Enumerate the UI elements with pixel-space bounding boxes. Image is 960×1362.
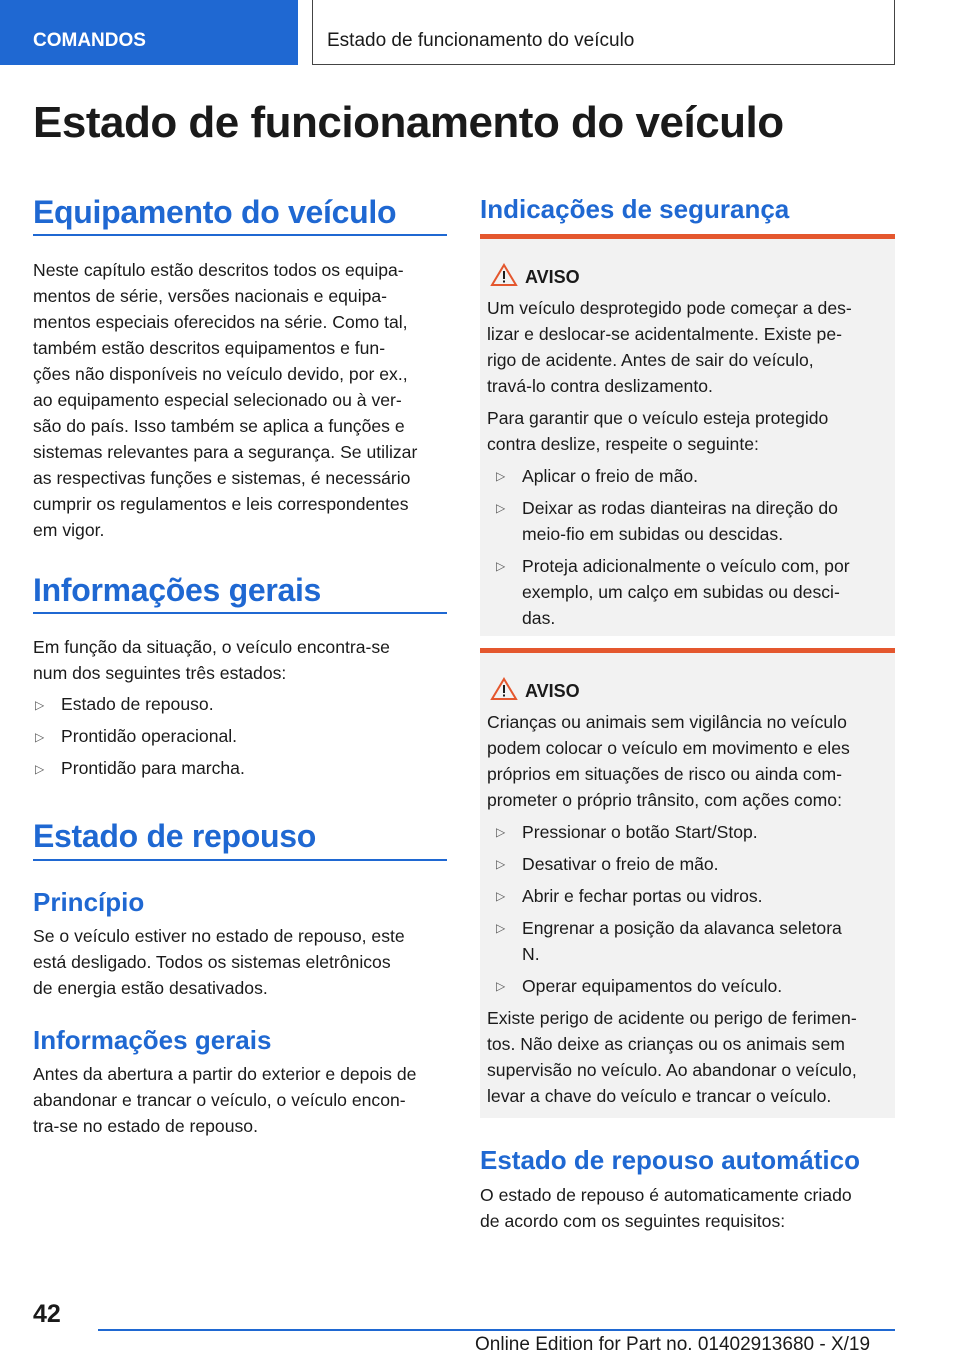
- heading-estado-de-repouso-automatico: Estado de repouso automático: [480, 1145, 860, 1175]
- principio-paragraph: Se o veículo estiver no estado de repouso, este está desligado. Todos os sistemas eletrônicos de energia estão desativados.: [33, 926, 405, 998]
- heading-equipamento: Equipamento do veículo: [33, 194, 397, 230]
- triangle-bullet-icon: ▷: [35, 698, 45, 712]
- triangle-bullet-icon: ▷: [496, 469, 506, 483]
- subheading-informacoes-gerais: Informações gerais: [33, 1025, 272, 1055]
- footer-rule: [98, 1329, 895, 1331]
- running-title: Estado de funcionamento do veículo: [327, 30, 635, 51]
- warning-text: Um veículo desprotegido pode começar a des- lizar e deslocar-se acidentalmente. Existe pe- rigo de acidente. Antes de sair do veículo, travá-lo contra deslizamento.: [487, 298, 852, 396]
- triangle-bullet-icon: ▷: [35, 762, 45, 776]
- heading-rule: [33, 859, 447, 861]
- warning-text: Crianças ou animais sem vigilância no veículo podem colocar o veículo em movimento e eles próprios em situações de risco ou ainda com- prometer o próprio trânsito, com ações como:: [487, 712, 850, 810]
- repouso-info-paragraph: Antes da abertura a partir do exterior e depois de abandonar e trancar o veículo, o veículo encon- tra-se no estado de repouso.: [33, 1064, 417, 1136]
- triangle-bullet-icon: ▷: [496, 825, 506, 839]
- triangle-bullet-icon: ▷: [35, 730, 45, 744]
- section-tab: COMANDOS: [0, 0, 298, 65]
- warning-text: Para garantir que o veículo esteja protegido contra deslize, respeite o seguinte:: [487, 408, 829, 454]
- page-title: Estado de funcionamento do veículo: [33, 98, 784, 147]
- info-paragraph: Em função da situação, o veículo encontra-se num dos seguintes três estados:: [33, 637, 390, 683]
- warning-triangle-icon: [490, 677, 518, 701]
- warning-triangle-icon: [490, 263, 518, 287]
- warning-box: AVISO Um veículo desprotegido pode começar a des- lizar e deslocar-se acidentalmente. Existe pe- rigo de acidente. Antes de sair do veículo, travá-lo contra deslizamento. Para garantir que o veículo esteja protegido contra deslize, respeite o seguinte: ▷ Aplicar o freio de mão. ▷ Deixar as rodas dianteiras na direção do meio-fio em subidas ou descidas. ▷ Proteja adicionalmente o veículo com, por exemplo, um calço em subidas ou desci- das.: [480, 234, 895, 636]
- warning-label: AVISO: [525, 681, 580, 701]
- warning-label: AVISO: [525, 267, 580, 287]
- auto-paragraph: O estado de repouso é automaticamente criado de acordo com os seguintes requisitos:: [480, 1185, 852, 1231]
- triangle-bullet-icon: ▷: [496, 979, 506, 993]
- triangle-bullet-icon: ▷: [496, 501, 506, 515]
- heading-rule: [33, 612, 447, 614]
- warning-box: AVISO Crianças ou animais sem vigilância no veículo podem colocar o veículo em movimento e eles próprios em situações de risco ou ainda com- prometer o próprio trânsito, com ações como: ▷ Pressionar o botão Start/Stop. ▷ Desativar o freio de mão. ▷ Abrir e fechar portas ou vidros. ▷ Engrenar a posição da alavanca seletora N. ▷ Operar equipamentos do veículo. Existe perigo de acidente ou perigo de ferimen- tos. Não deixe as crianças ou os animais sem supervisão no veículo. Ao abandonar o veículo, levar a chave do veículo e trancar o veículo.: [480, 648, 895, 1118]
- triangle-bullet-icon: ▷: [496, 889, 506, 903]
- footer-edition: Online Edition for Part no. 01402913680 - X/19: [475, 1334, 871, 1355]
- equip-paragraph: Neste capítulo estão descritos todos os equipa- mentos de série, versões nacionais e equipa- mentos especiais oferecidos na série. Como tal, também estão descritos equipamentos e fun- ções não disponíveis no veículo devido, por ex., ao equipamento especial selecionado ou à ver- são do país. Isso também se aplica a funções e sistemas relevantes para a segurança. Se utilizar as respectivas funções e sistemas, é necessário cumprir os regulamentos e leis correspondentes em vigor.: [33, 260, 418, 540]
- heading-informacoes-gerais: Informações gerais: [33, 572, 322, 608]
- subheading-principio: Princípio: [33, 887, 145, 917]
- triangle-bullet-icon: ▷: [496, 857, 506, 871]
- heading-estado-de-repouso: Estado de repouso: [33, 818, 316, 854]
- heading-rule: [33, 234, 447, 236]
- warning-text: Existe perigo de acidente ou perigo de ferimen- tos. Não deixe as crianças ou os animais sem supervisão no veículo. Ao abandonar o veículo, levar a chave do veículo e trancar o veículo.: [487, 1008, 857, 1106]
- page-number: 42: [33, 1300, 61, 1328]
- triangle-bullet-icon: ▷: [496, 559, 506, 573]
- triangle-bullet-icon: ▷: [496, 921, 506, 935]
- heading-indicacoes-de-seguranca: Indicações de segurança: [480, 194, 790, 224]
